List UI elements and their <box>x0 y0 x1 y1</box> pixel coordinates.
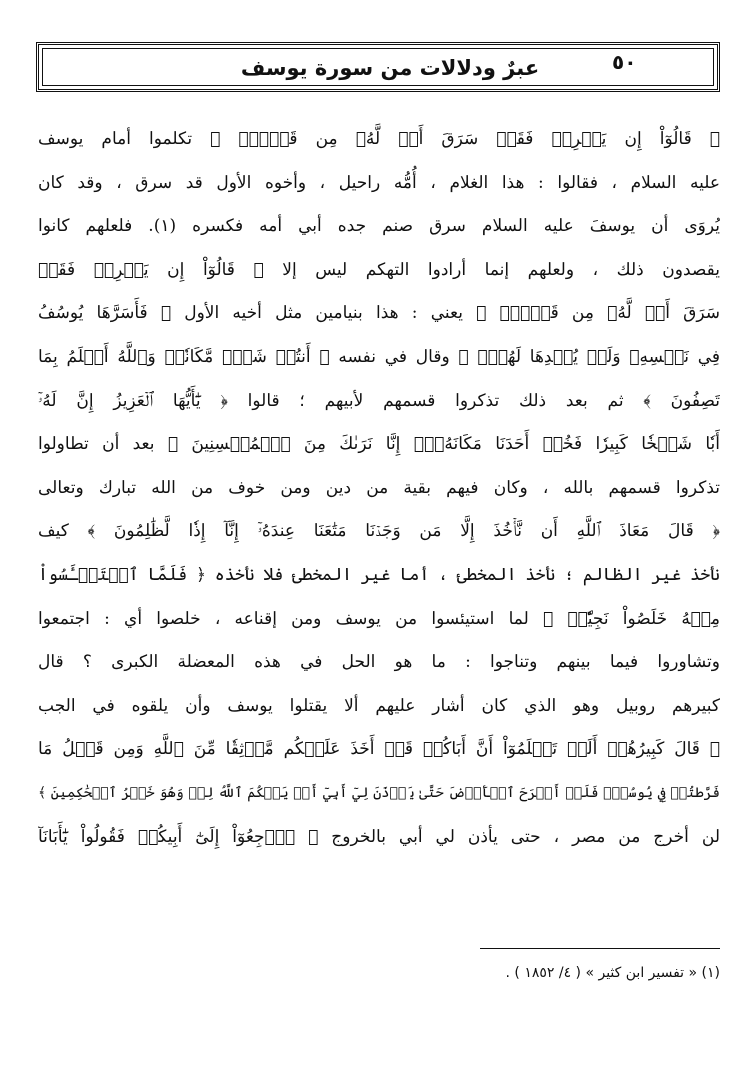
text-line: تَصِفُونَ ﴾ ثم بعد ذلك تذكروا قسمهم لأبيهم ؛ قالوا ﴿ يَٰٓأَيُّهَا ٱلۡعَزِيزُ إِنَّ لَهُۥٓ <box>38 390 720 411</box>
footnote-divider <box>480 948 720 949</box>
text-line: مِنۡهُ خَلَصُواْ نَجِيّٗاۖ ﴾ لما استيئسوا من يوسف ومن إقناعه ، خلصوا أي : اجتمعوا <box>38 608 720 629</box>
text-line: يقصدون ذلك ، ولعلهم إنما أرادوا التهكم ليس إلا ﴿ قَالُوٓاْ إِن يَسۡرِقۡ فَقَدۡ <box>38 259 720 280</box>
text-line: يُروَى أن يوسفَ عليه السلام سرق صنم جده أبي أمه فكسره (١). فلعلهم كانوا <box>38 216 720 237</box>
text-line: سَرَقَ أَخٞ لَّهُۥ مِن قَبۡلُۚ ﴾ يعني : هذا بنيامين مثل أخيه الأول ﴿ فَأَسَرَّهَا يُوسُفُ <box>38 303 720 324</box>
text-line: وتشاوروا فيما بينهم وتناجوا : ما هو الحل في هذه المعضلة الكبرى ؟ قال <box>38 652 720 673</box>
text-line: تذكروا قسمهم بالله ، وكان فيهم بقية من دين ومن خوف من الله تبارك وتعالى <box>38 477 720 498</box>
text-line: أَبٗا شَيۡخٗا كَبِيرٗا فَخُذۡ أَحَدَنَا مَكَانَهُۥٓۖ إِنَّا نَرَىٰكَ مِنَ ٱلۡمُحۡسِنِينَ ﴾ بعد أن تطاولوا <box>38 434 720 455</box>
page-number: ٥٠ <box>612 50 637 74</box>
footnote: (١) « تفسير ابن كثير » ( ٤/ ١٨٥٢ ) . <box>505 965 720 981</box>
text-line: كبيرهم روبيل وهو الذي كان أشار عليهم ألا يقتلوا يوسف وأن يلقوه في الجب <box>38 695 720 716</box>
text-line: نأخذ غير الظالم ؛ نأخذ المخطئ ، أما غير المخطئ فلا نأخذه ﴿ فَلَمَّا ٱسۡتَيۡـَٔسُواْ <box>38 564 720 585</box>
body-text <box>38 118 720 859</box>
text-line: فِي نَفۡسِهِۦ وَلَمۡ يُبۡدِهَا لَهُمۡۚ ﴾ وقال في نفسه ﴿ أَنتُمۡ شَرّٞ مَّكَانٗاۖ وَٱللَّهُ أَعۡلَمُ بِمَا <box>38 346 720 367</box>
text-line: ﴿ قَالَ كَبِيرُهُمۡ أَلَمۡ تَعۡلَمُوٓاْ أَنَّ أَبَاكُمۡ قَدۡ أَخَذَ عَلَيۡكُم مَّوۡثِقٗا مِّنَ ٱللَّهِ وَمِن قَبۡلُ مَا <box>38 739 720 760</box>
text-line: لن أخرج من مصر ، حتى يأذن لي أبي بالخروج ﴿ ٱرۡجِعُوٓاْ إِلَىٰٓ أَبِيكُمۡ فَقُولُواْ يَٰٓأَبَانَآ <box>38 826 720 847</box>
text-line: فَرَّطتُمۡ فِي يُوسُفَۖ فَلَنۡ أَبۡرَحَ ٱلۡأَرۡضَ حَتَّىٰ يَأۡذَنَ لِيٓ أَبِيٓ أَوۡ يَحۡكُمَ ٱللَّهُ لِيۖ وَهُوَ خَيۡرُ ٱلۡحَٰكِمِينَ ﴾ <box>38 784 720 801</box>
page-title: عبرٌ ودلالات من سورة يوسف <box>240 56 540 80</box>
text-line: ﴿ قَالَ مَعَاذَ ٱللَّهِ أَن نَّأۡخُذَ إِلَّا مَن وَجَدۡنَا مَتَٰعَنَا عِندَهُۥٓ إِنَّآ إِذٗا لَّظَٰلِمُونَ ﴾ كيف <box>38 521 720 542</box>
text-line: ﴿ قَالُوٓاْ إِن يَسۡرِقۡ فَقَدۡ سَرَقَ أَخٞ لَّهُۥ مِن قَبۡلُۚ ﴾ تكلموا أمام يوسف <box>38 129 720 149</box>
text-line: عليه السلام ، فقالوا : هذا الغلام ، أُمُّه راحيل ، وأخوه الأول قد سرق ، وقد كان <box>38 172 720 193</box>
